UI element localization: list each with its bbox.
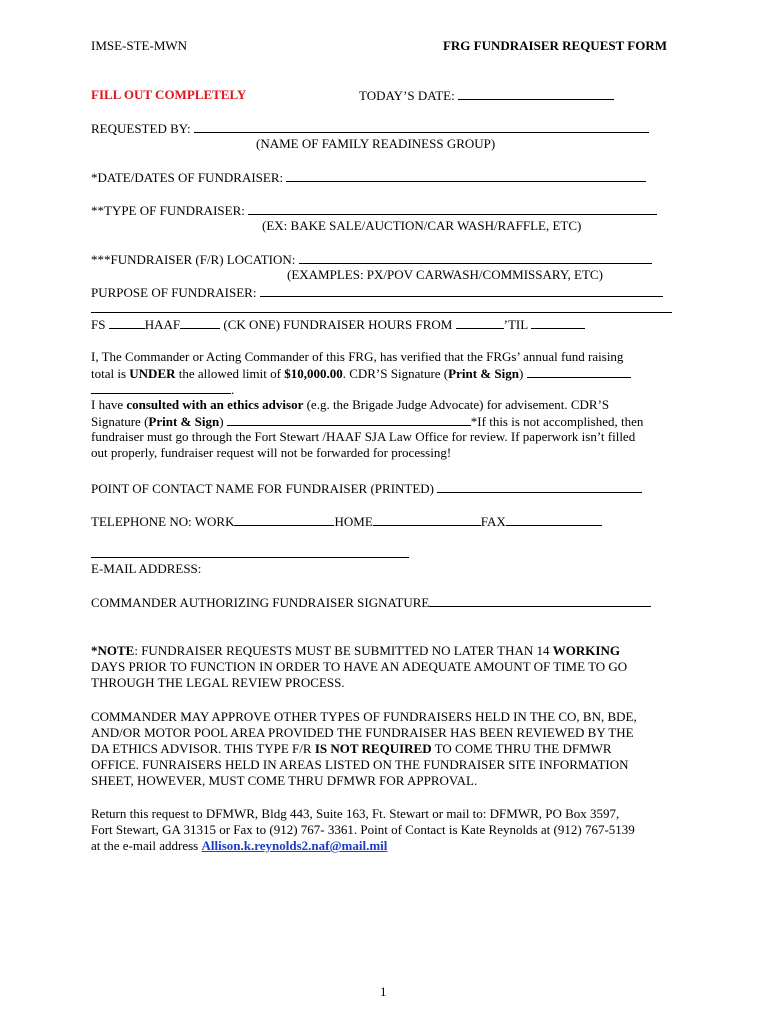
return-line-3 [91, 838, 387, 854]
todays-date-field[interactable] [458, 87, 614, 100]
purpose-field-2[interactable] [91, 300, 672, 313]
telephone-row [91, 513, 602, 530]
text-segment: at the e-mail address [91, 838, 202, 853]
ethics-line-2 [91, 413, 643, 430]
limit-amount: $10,000.00 [284, 366, 343, 381]
purpose-line-2 [91, 300, 672, 317]
hours-from-label: (CK ONE) FUNDRAISER HOURS FROM [223, 317, 453, 332]
ethics-line-4: out properly, fundraiser request will not be forwarded for processing! [91, 445, 452, 460]
ethics-emphasis: consulted with an ethics advisor [126, 397, 304, 412]
return-line-2: Fort Stewart, GA 31315 or Fax to (912) 767- 3361. Point of Contact is Kate Reynolds at (912) 767-5139 [91, 822, 635, 837]
purpose-label: PURPOSE OF FUNDRAISER: [91, 285, 257, 300]
email-line [91, 545, 409, 562]
fundraiser-dates-row [91, 169, 646, 186]
requested-by-label: REQUESTED BY: [91, 121, 191, 136]
purpose-row [91, 284, 663, 301]
ethics-signature-field[interactable] [227, 413, 471, 426]
email-label: E-MAIL ADDRESS: [91, 561, 202, 576]
haaf-label: HAAF [144, 317, 181, 332]
print-sign-emphasis: Print & Sign [148, 414, 220, 429]
under-emphasis: UNDER [129, 366, 176, 381]
ethics-line-3: fundraiser must go through the Fort Stewart /HAAF SJA Law Office for review. If paperwork isn’t filled [91, 429, 636, 444]
requested-by-field[interactable] [194, 120, 649, 133]
email-link[interactable]: Allison.k.reynolds2.naf@mail.mil [201, 838, 388, 853]
home-phone-field[interactable] [373, 513, 481, 526]
approval-line-5: SHEET, HOWEVER, MUST COME THRU DFMWR FOR APPROVAL. [91, 773, 478, 788]
hours-row [91, 316, 585, 333]
cdr-signature-field-cont[interactable] [91, 381, 231, 394]
fundraiser-dates-field[interactable] [286, 169, 646, 182]
approval-line-2: AND/OR MOTOR POOL AREA PROVIDED THE FUNDRAISER HAS BEEN REVIEWED BY THE [91, 725, 634, 740]
note-line-2: DAYS PRIOR TO FUNCTION IN ORDER TO HAVE AN ADEQUATE AMOUNT OF TIME TO GO [91, 659, 628, 674]
haaf-checkbox[interactable] [180, 316, 220, 329]
print-sign-emphasis: Print & Sign [448, 366, 519, 381]
note-line-3: THROUGH THE LEGAL REVIEW PROCESS. [91, 675, 345, 690]
approval-line-1: COMMANDER MAY APPROVE OTHER TYPES OF FUNDRAISERS HELD IN THE CO, BN, BDE, [91, 709, 637, 724]
todays-date-label: TODAY’S DATE: [359, 88, 455, 103]
fill-out-notice: FILL OUT COMPLETELY [91, 87, 247, 102]
poc-name-field[interactable] [437, 480, 642, 493]
commander-signature-field[interactable] [429, 594, 651, 607]
requested-by-hint: (NAME OF FAMILY READINESS GROUP) [256, 136, 496, 151]
fundraiser-type-hint: (EX: BAKE SALE/AUCTION/CAR WASH/RAFFLE, ETC) [262, 218, 582, 233]
text-segment: . CDR’S Signature ( [342, 366, 449, 381]
hours-til-field[interactable] [531, 316, 585, 329]
hours-til-label: ’TIL [503, 317, 528, 332]
fs-checkbox[interactable] [109, 316, 145, 329]
text-segment: I have [91, 397, 127, 412]
poc-row [91, 480, 642, 497]
text-segment: ) [219, 414, 224, 429]
page-number: 1 [380, 984, 387, 999]
working-emphasis: WORKING [552, 643, 620, 658]
fundraiser-location-field[interactable] [299, 251, 652, 264]
fundraiser-type-label: **TYPE OF FUNDRAISER: [91, 203, 245, 218]
text-segment: . [231, 382, 235, 397]
work-phone-field[interactable] [234, 513, 334, 526]
text-segment: : FUNDRAISER REQUESTS MUST BE SUBMITTED NO LATER THAN 14 [134, 643, 553, 658]
telephone-work-label: TELEPHONE NO: WORK [91, 514, 235, 529]
fundraiser-type-row [91, 202, 657, 219]
poc-label: POINT OF CONTACT NAME FOR FUNDRAISER (PRINTED) [91, 481, 435, 496]
fax-field[interactable] [506, 513, 602, 526]
fundraiser-location-label: ***FUNDRAISER (F/R) LOCATION: [91, 252, 296, 267]
fundraiser-location-row [91, 251, 652, 268]
form-title: FRG FUNDRAISER REQUEST FORM [442, 38, 667, 53]
office-code: IMSE-STE-MWN [91, 38, 188, 53]
purpose-field[interactable] [260, 284, 663, 297]
text-segment: DA ETHICS ADVISOR. THIS TYPE F/R [91, 741, 315, 756]
telephone-home-label: HOME [334, 514, 373, 529]
email-field[interactable] [91, 545, 409, 558]
text-segment: (e.g. the Brigade Judge Advocate) for advisement. CDR’S [303, 397, 610, 412]
text-segment: the allowed limit of [175, 366, 285, 381]
note-line-1 [91, 643, 620, 659]
commander-signature-label: COMMANDER AUTHORIZING FUNDRAISER SIGNATURE [91, 595, 430, 610]
commander-statement-line-1: I, The Commander or Acting Commander of this FRG, has verified that the FRGs’ annual fund raising [91, 349, 624, 364]
hours-from-field[interactable] [456, 316, 504, 329]
approval-line-3 [91, 741, 612, 757]
fundraiser-location-hint: (EXAMPLES: PX/POV CARWASH/COMMISSARY, ETC) [287, 267, 603, 282]
not-required-emphasis: IS NOT REQUIRED [314, 741, 432, 756]
approval-line-4: OFFICE. FUNRAISERS HELD IN AREAS LISTED ON THE FUNDRAISER SITE INFORMATION [91, 757, 629, 772]
telephone-fax-label: FAX [480, 514, 506, 529]
commander-statement-line-2 [91, 365, 631, 382]
cdr-signature-field[interactable] [527, 365, 631, 378]
fundraiser-type-field[interactable] [248, 202, 657, 215]
fs-label: FS [91, 317, 106, 332]
note-label: *NOTE [91, 643, 135, 658]
commander-statement-line-3 [91, 381, 234, 398]
return-line-1: Return this request to DFMWR, Bldg 443, Suite 163, Ft. Stewart or mail to: DFMWR, PO Box 3597, [91, 806, 620, 821]
text-segment: *If this is not accomplished, then [470, 414, 644, 429]
text-segment: TO COME THRU THE DFMWR [431, 741, 612, 756]
ethics-line-1 [91, 397, 609, 413]
commander-signature-row [91, 594, 651, 611]
text-segment: ) [518, 366, 524, 381]
fundraiser-dates-label: *DATE/DATES OF FUNDRAISER: [91, 170, 284, 185]
requested-by-row [91, 120, 649, 137]
text-segment: Signature ( [91, 414, 149, 429]
todays-date-row [359, 87, 614, 104]
text-segment: total is [91, 366, 130, 381]
